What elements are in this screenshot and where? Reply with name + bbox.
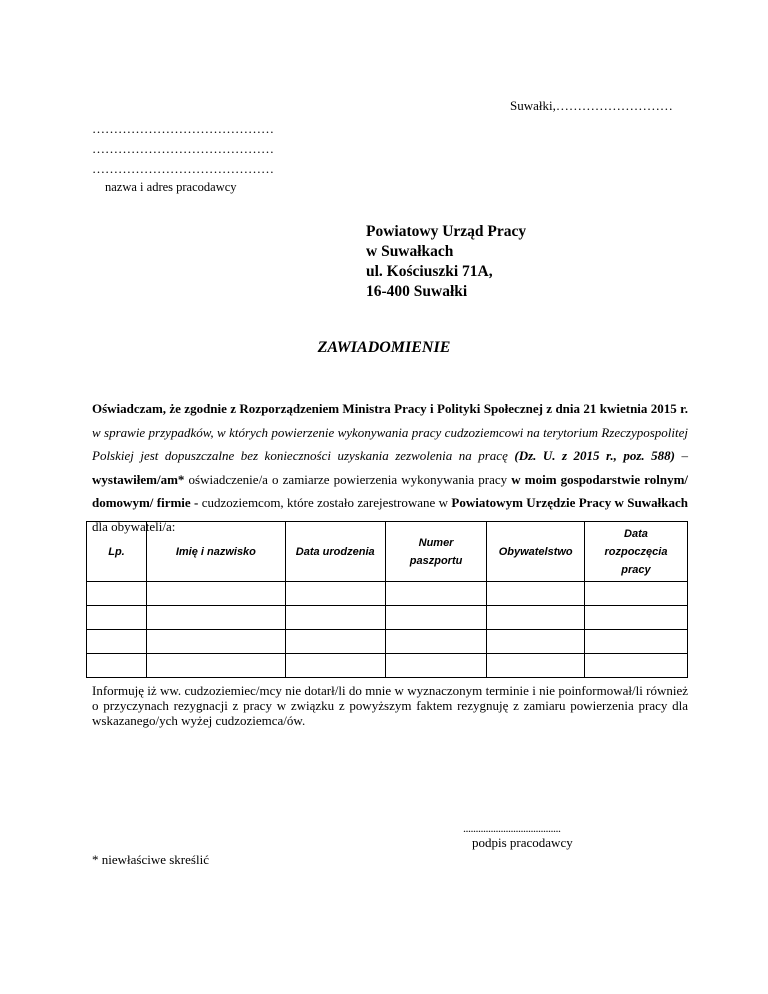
table-cell[interactable] xyxy=(87,582,147,606)
employer-label: nazwa i adres pracodawcy xyxy=(105,180,237,194)
employer-line-2: …………………………………… xyxy=(92,141,274,156)
table-cell[interactable] xyxy=(87,630,147,654)
statement-l3-dash: – xyxy=(681,448,689,463)
foreigners-table xyxy=(86,518,688,678)
table-cell[interactable] xyxy=(146,654,285,678)
header-start-3: pracy xyxy=(621,563,651,576)
table-cell[interactable] xyxy=(487,630,584,654)
table-cell[interactable] xyxy=(584,654,687,678)
header-name: Imię i nazwisko xyxy=(146,522,285,582)
table-cell[interactable] xyxy=(146,606,285,630)
header-start-date xyxy=(584,522,687,582)
employer-line-1: …………………………………… xyxy=(92,121,274,136)
table-cell[interactable] xyxy=(285,606,385,630)
recipient-line-1: Powiatowy Urząd Pracy xyxy=(366,223,527,240)
recipient-line-2: w Suwałkach xyxy=(366,243,454,260)
table-cell[interactable] xyxy=(385,582,487,606)
employer-line-3: …………………………………… xyxy=(92,161,274,176)
statement-l3-ref: (Dz. U. z 2015 r., poz. 588) xyxy=(514,448,676,463)
header-lp: Lp. xyxy=(87,522,147,582)
table-cell[interactable] xyxy=(87,606,147,630)
info-l3: wskazanego/ych wyżej cudzoziemca/ów. xyxy=(92,713,306,728)
table-cell[interactable] xyxy=(487,582,584,606)
header-start-1: Data xyxy=(624,527,648,540)
statement-l2: w sprawie przypadków, w których powierzenie wykonywania pracy cudzoziemcowi na terytorium Rzeczypospolitej xyxy=(92,424,688,440)
statement-l1: Oświadczam, że zgodnie z Rozporządzeniem Ministra Pracy i Polityki Społecznej z dnia 21 kwietnia 2015 r. xyxy=(92,401,688,416)
table-row xyxy=(87,630,688,654)
header-passport xyxy=(385,522,487,582)
statement-l5-text: cudzoziemcom, które zostało zarejestrowane w xyxy=(201,495,449,510)
table-cell[interactable] xyxy=(285,654,385,678)
table-cell[interactable] xyxy=(146,630,285,654)
header-citizenship: Obywatelstwo xyxy=(487,522,584,582)
header-passport-2: paszportu xyxy=(409,554,463,567)
header-passport-1: Numer xyxy=(418,536,454,549)
table-cell[interactable] xyxy=(487,606,584,630)
info-l2: o przyczynach rezygnacji z pracy w związku z powyższym faktem rezygnuję z zamiaru powierzenia pracy dla xyxy=(92,698,688,713)
info-l1: Informuję iż ww. cudzoziemiec/mcy nie dotarł/li do mnie w wyznaczonym terminie i nie poinformował/li również xyxy=(92,683,688,698)
header-start-2: rozpoczęcia xyxy=(604,545,668,558)
statement-l5-bold2: Powiatowym Urzędzie Pracy w Suwałkach xyxy=(451,495,689,510)
table-cell[interactable] xyxy=(385,654,487,678)
table-cell[interactable] xyxy=(385,606,487,630)
document-title: ZAWIADOMIENIE xyxy=(317,339,451,356)
table-cell[interactable] xyxy=(285,630,385,654)
table-cell[interactable] xyxy=(584,582,687,606)
table-header-row xyxy=(87,522,688,582)
table-cell[interactable] xyxy=(285,582,385,606)
info-paragraph xyxy=(92,683,688,728)
place-date-line: Suwałki,……………………… xyxy=(510,98,673,113)
statement-l6: dla obywateli/a: xyxy=(92,518,176,534)
table-cell[interactable] xyxy=(87,654,147,678)
table-row xyxy=(87,654,688,678)
recipient-line-3: ul. Kościuszki 71A, xyxy=(366,263,493,280)
recipient-line-4: 16-400 Suwałki xyxy=(366,283,468,300)
statement-l5-bold: domowym/ firmie - xyxy=(92,495,199,510)
table-cell[interactable] xyxy=(584,630,687,654)
table-cell[interactable] xyxy=(584,606,687,630)
signature-line: ....................................... xyxy=(463,821,561,835)
table-cell[interactable] xyxy=(385,630,487,654)
statement-l4-text: oświadczenie/a o zamiarze powierzenia wykonywania pracy xyxy=(188,471,508,487)
statement-l4-bold: wystawiłem/am* xyxy=(92,471,185,487)
statement-paragraph xyxy=(92,397,688,538)
table-cell[interactable] xyxy=(487,654,584,678)
table-row xyxy=(87,606,688,630)
table-cell[interactable] xyxy=(146,582,285,606)
table-row xyxy=(87,582,688,606)
statement-l4-bold2: w moim gospodarstwie rolnym/ xyxy=(511,471,689,487)
footnote: * niewłaściwe skreślić xyxy=(92,852,209,867)
recipient-address xyxy=(366,222,526,302)
signature-label: podpis pracodawcy xyxy=(472,835,573,850)
statement-l3: Polskiej jest dopuszczalne bez konieczności uzyskania zezwolenia na pracę xyxy=(92,448,508,463)
header-dob: Data urodzenia xyxy=(285,522,385,582)
